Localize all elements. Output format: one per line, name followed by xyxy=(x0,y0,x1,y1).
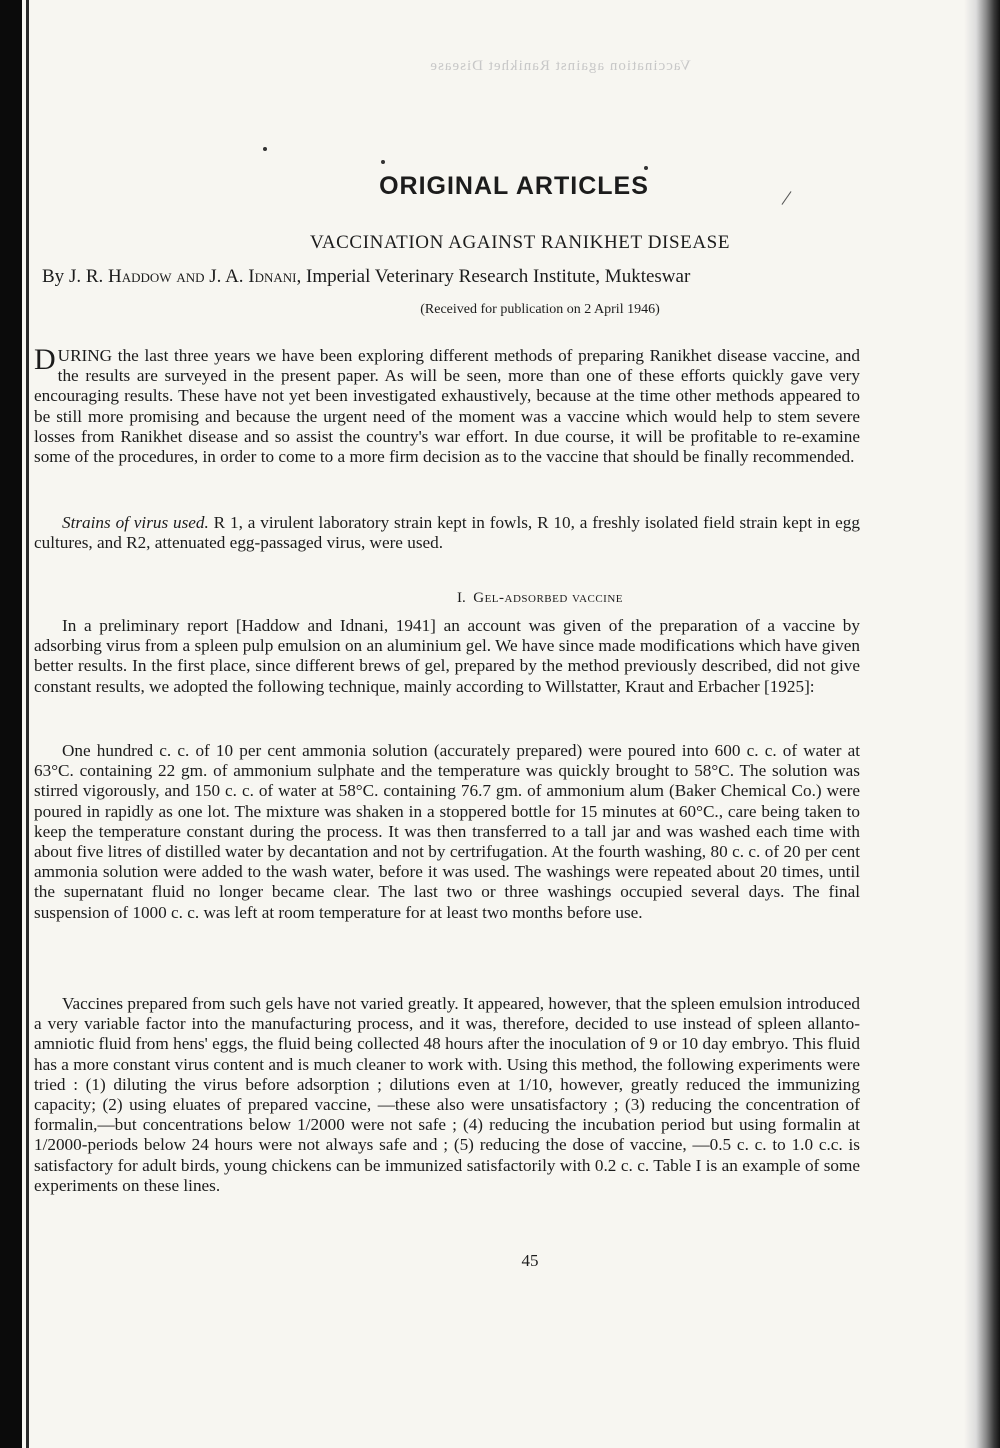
body-paragraph xyxy=(34,616,860,697)
section-heading xyxy=(0,590,1000,607)
section-number: I. xyxy=(456,590,466,606)
scan-binding-edge xyxy=(0,0,22,1448)
bleed-through-text: Vaccination against Ranikhet Disease xyxy=(429,58,691,74)
scan-page-edge xyxy=(964,0,1000,1448)
speck xyxy=(381,160,385,164)
article-title: VACCINATION AGAINST RANIKHET DISEASE xyxy=(309,232,731,253)
body-paragraph xyxy=(34,994,860,1196)
paragraph-text: In a preliminary report [Haddow and Idnani, 1941] an account was given of the preparation of a vaccine by adsorbing virus from a spleen pulp emulsion on an aluminium gel. We have since made modifications which have given better results. In the first place, since different brews of gel, prepared by the method previously described, did not give constant results, we adopted the following technique, mainly according to Willstatter, Kraut and Erbacher [1925]: xyxy=(34,616,860,696)
received-date: (Received for publication on 2 April 1946) xyxy=(420,302,660,317)
byline xyxy=(42,266,862,288)
strains-label: Strains of virus used. xyxy=(62,513,209,532)
intro-text: URING the last three years we have been exploring different methods of preparing Ranikhet disease vaccine, and the results are surveyed in the present paper. As will be seen, more than one of these efforts quickly gave very encouraging results. These have not yet been investigated exhaustively, because at the time other methods appeared to be still more promising and because the urgent need of the moment was a vaccine which would help to stem severe losses from Ranikhet disease and so assist the country's war effort. In due course, it will be profitable to re-examine some of the procedures, in order to come to a more firm decision as to the vaccine that should be finally recommended. xyxy=(34,346,860,467)
paragraph-text: One hundred c. c. of 10 per cent ammonia solution (accurately prepared) were poured into 600 c. c. of water at 63°C. containing 22 gm. of ammonium sulphate and the temperature was quickly brought to 58°C. The solution was stirred vigorously, and 150 c. c. of water at 58°C. containing 76.7 gm. of ammonium alum (Baker Chemical Co.) were poured in rapidly as one lot. The mixture was shaken in a stoppered bottle for 15 minutes at 60°C., care being taken to keep the temperature constant during the process. It was then transferred to a tall jar and was washed each time with about five litres of distilled water by decantation and not by certrifugation. At the fourth washing, 80 c. c. of 20 per cent ammonia solution were added to the wash water, before it was used. The washings were repeated about 20 times, until the supernatant fluid no longer became clear. The last two or three washings occupied several days. The final suspension of 1000 c. c. was left at room temperature for at least two months before use. xyxy=(34,741,860,922)
author-idnani: J. A. Idnani, xyxy=(209,266,302,287)
section-title: ORIGINAL ARTICLES xyxy=(379,172,649,200)
strains-paragraph xyxy=(34,513,860,553)
strains-text: R 1, a virulent laboratory strain kept in fowls, R 10, a freshly isolated field strain kept in egg cultures, and R2, attenuated egg-passaged virus, were used. xyxy=(34,513,860,553)
paragraph-text: Vaccines prepared from such gels have not varied greatly. It appeared, however, that the spleen emulsion introduced a very variable factor into the manufacturing process, and it was, therefore, decided to use instead of spleen allanto-amniotic fluid from hens' eggs, the fluid being collected 48 hours after the inoculation of 9 or 10 day embryo. This fluid has a more constant virus content and is much cleaner to work with. Using this method, the following experiments were tried : (1) diluting the virus before adsorption ; dilutions even at 1/10, however, greatly reduced the immunizing capacity; (2) using eluates of prepared vaccine, —these also were unsatisfactory ; (3) reducing the concentration of formalin,—but concentrations below 1/2000 were not safe ; (4) reducing the incubation period but using formalin at 1/2000-periods below 24 hours were not always safe and ; (5) reducing the dose of vaccine, —0.5 c. c. to 1.0 c.c. is satisfactory for adult birds, young chickens can be immunized satisfactorily with 0.2 c. c. Table I is an example of some experiments on these lines. xyxy=(34,994,860,1195)
speck xyxy=(644,166,648,170)
byline-and: and xyxy=(171,266,210,287)
scan-binding-line xyxy=(26,0,29,1448)
byline-prefix: By xyxy=(42,266,69,287)
drop-cap: D xyxy=(34,343,56,376)
section-heading-title: Gel-adsorbed vaccine xyxy=(473,590,624,606)
intro-paragraph xyxy=(34,343,860,467)
speck xyxy=(263,147,267,151)
body-paragraph xyxy=(34,741,860,923)
page-number: 45 xyxy=(521,1251,539,1270)
author-haddow: J. R. Haddow xyxy=(68,266,172,287)
affiliation: Imperial Veterinary Research Institute, Mukteswar xyxy=(301,266,691,287)
